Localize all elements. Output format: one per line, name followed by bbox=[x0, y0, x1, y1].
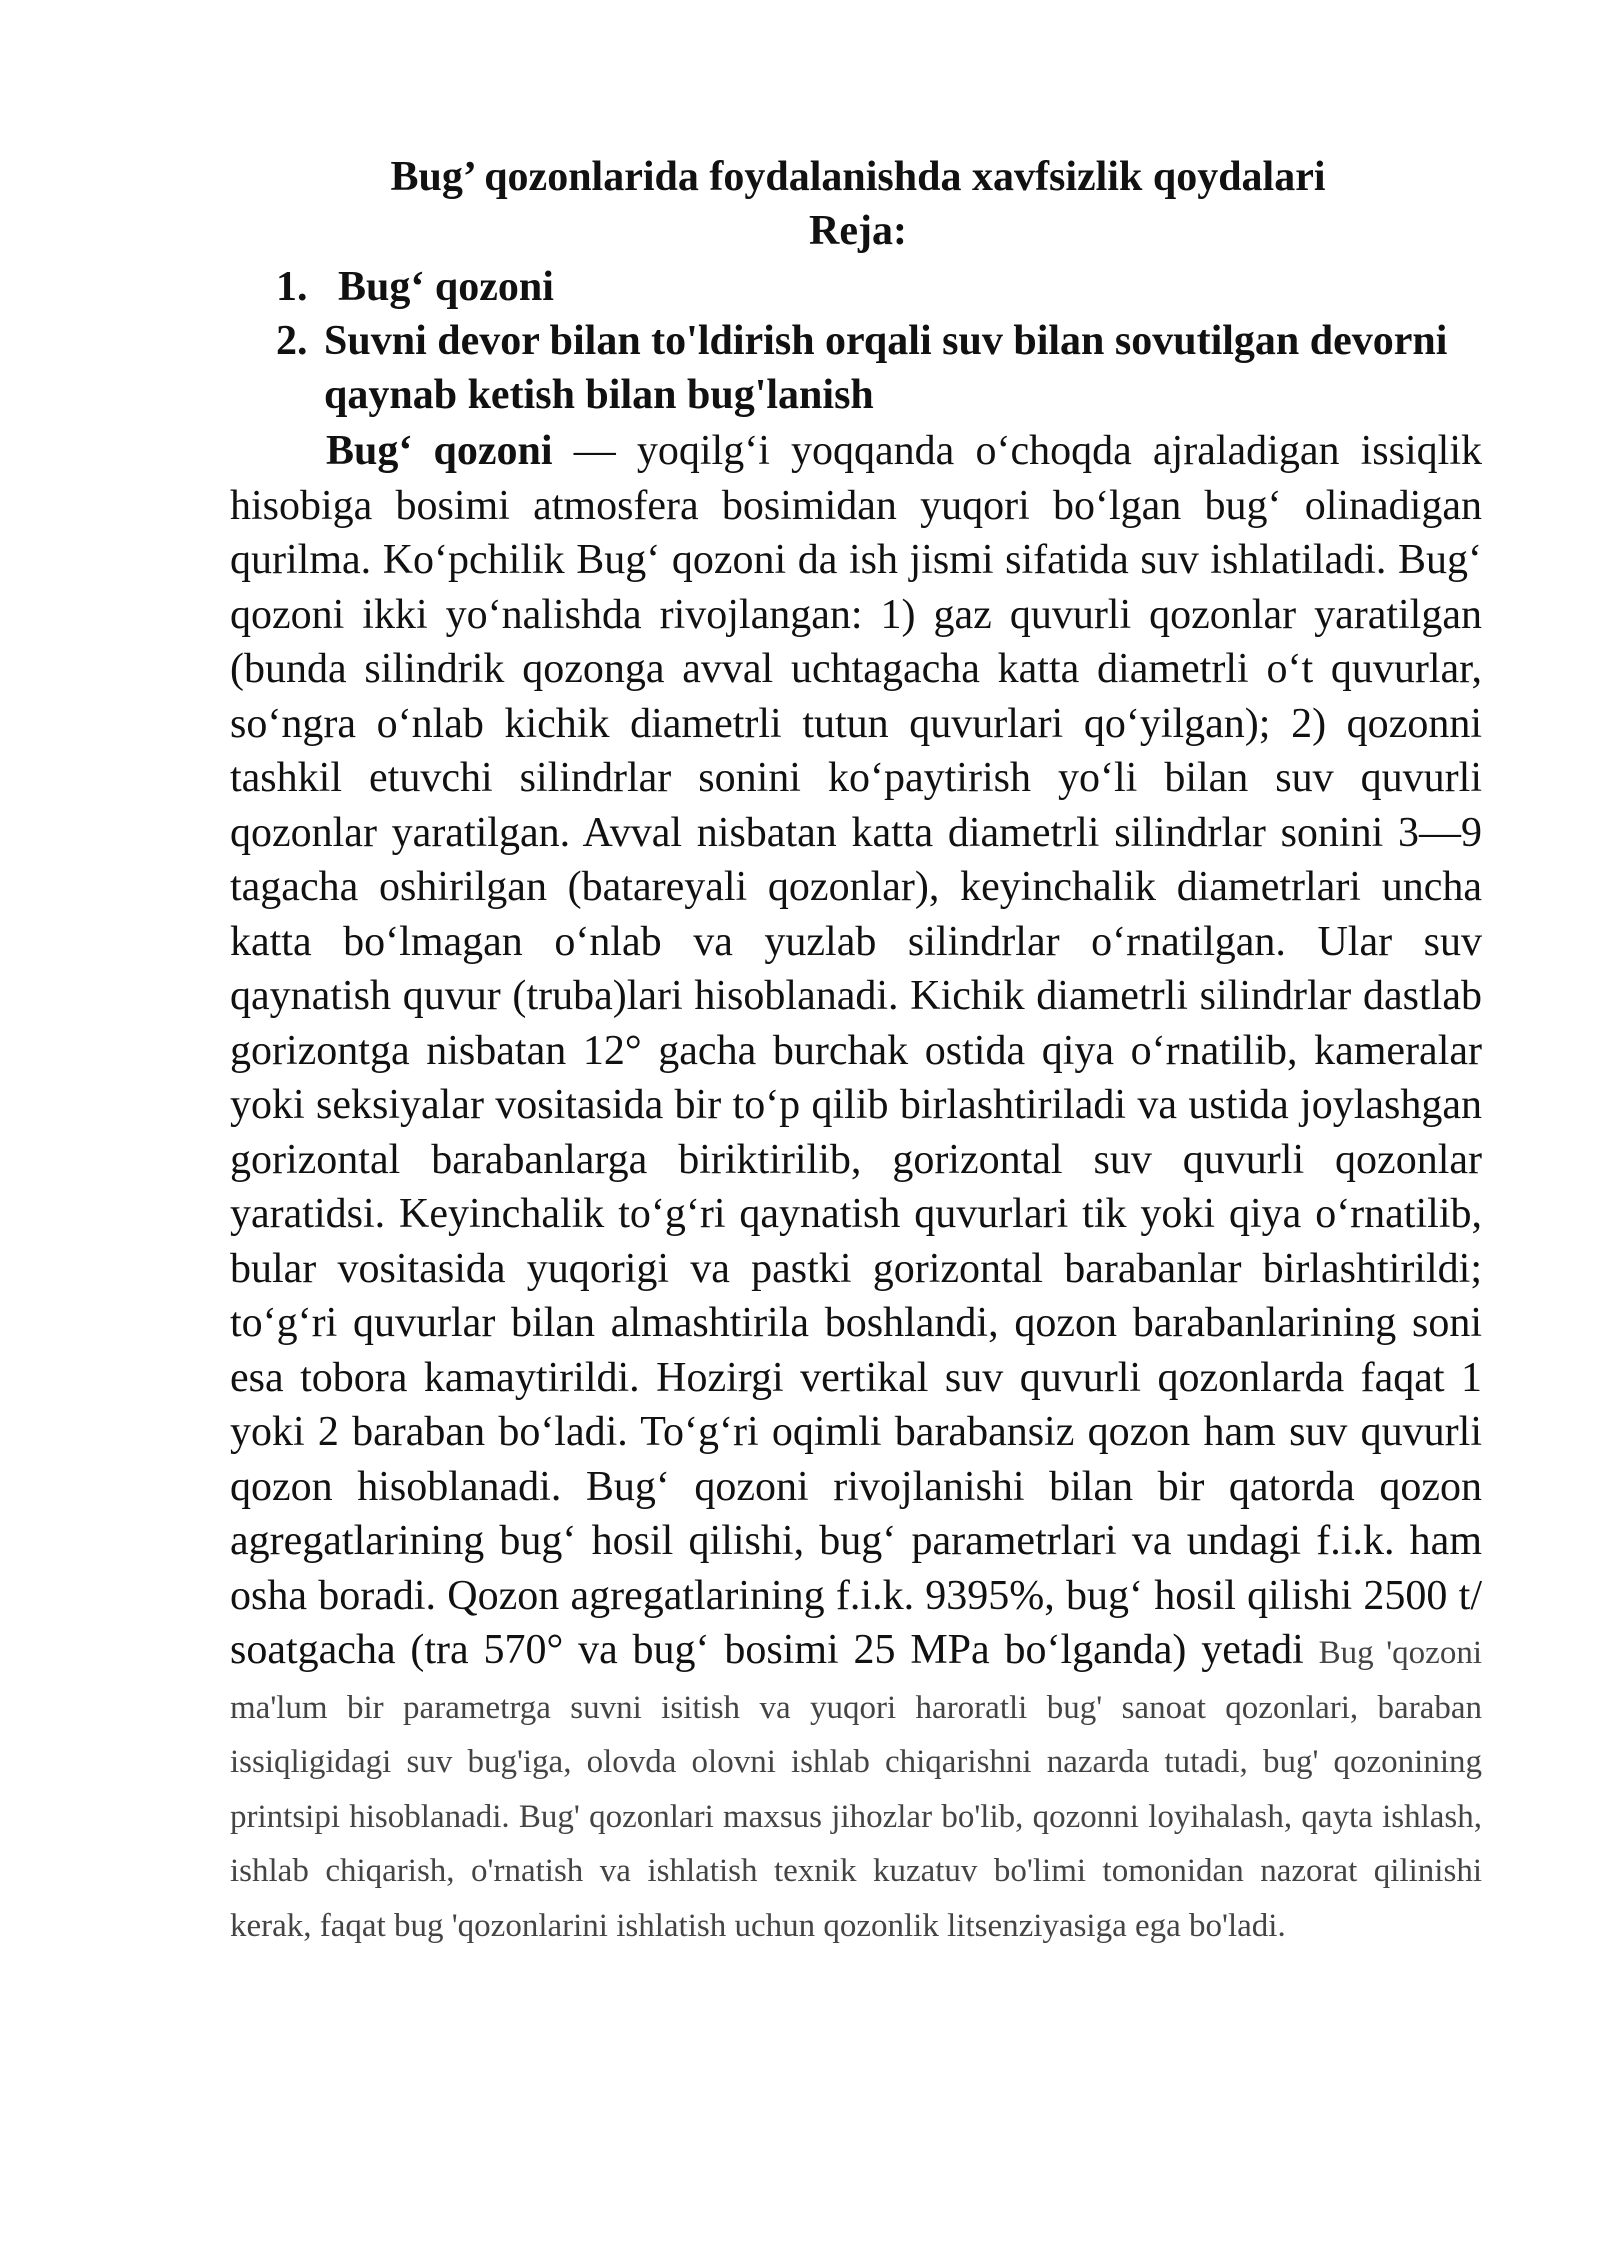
plan-item-number: 1. bbox=[276, 264, 308, 310]
plan-item-text: Suvni devor bilan to'ldirish orqali suv bilan sovutilgan devorni qaynab ketish bilan bug'lanish bbox=[324, 318, 1448, 418]
document-title: Bug’ qozonlarida foydalanishda xavfsizlik qoydalari bbox=[390, 154, 1326, 200]
plan-item-text: Bug‘ qozoni bbox=[338, 264, 554, 310]
plan-item bbox=[276, 260, 1482, 314]
appended-text: Bug 'qozoni ma'lum bir parametrga suvni isitish va yuqori haroratli bug' sanoat qozonlari, baraban issiqligidagi suv bug'iga, olovda olovni ishlab chiqarishni nazarda tutadi, bug' qozonining printsipi hisoblanadi. Bug' qozonlari maxsus jihozlar bo'lib, qozonni loyihalash, qayta ishlash, ishlab chiqarish, o'rnatish va ishlatish texnik kuzatuv bo'limi tomonidan nazorat qilinishi kerak, faqat bug 'qozonlarini ishlatish uchun qozonlik litsenziyasiga ega bo'ladi. bbox=[230, 1635, 1482, 1944]
plan-item-number: 2. bbox=[276, 318, 308, 364]
lead-term: Bug‘ qozoni bbox=[326, 428, 553, 474]
plan-item bbox=[276, 314, 1482, 422]
body-paragraph bbox=[230, 424, 1482, 1950]
main-text: — yoqilg‘i yoqqanda o‘choqda ajraladigan issiqlik hisobiga bosimi atmosfera bosimidan yuqori bo‘lgan bug‘ olinadigan qurilma. Ko‘pchilik Bug‘ qozoni da ish jismi sifatida suv ishlatiladi. Bug‘ qozoni ikki yo‘nalishda rivojlangan: 1) gaz quvurli qozonlar yaratilgan (bunda silindrik qozonga avval uchtagacha katta diametrli o‘t quvurlar, so‘ngra o‘nlab kichik diametrli tutun quvurlari qo‘yilgan); 2) qozonni tashkil etuvchi silindrlar sonini ko‘paytirish yo‘li bilan suv quvurli qozonlar yaratilgan. Avval nisbatan katta diametrli silindrlar sonini 3—9 tagacha oshirilgan (batareyali qozonlar), keyinchalik diametrlari uncha katta bo‘lmagan o‘nlab va yuzlab silindrlar o‘rnatilgan. Ular suv qaynatish quvur (truba)lari hisoblanadi. Kichik diametrli silindrlar dastlab gorizontga nisbatan 12° gacha burchak ostida qiya o‘rnatilib, kameralar yoki seksiyalar vositasida bir to‘p qilib birlashtiriladi va ustida joylashgan gorizontal barabanlarga biriktirilib, gorizontal suv quvurli qozonlar yaratidsi. Keyinchalik to‘g‘ri qaynatish quvurlari tik yoki qiya o‘rnatilib, bular vositasida yuqorigi va pastki gorizontal barabanlar birlashtirildi; to‘g‘ri quvurlar bilan almashtirila boshlandi, qozon barabanlarining soni esa tobora kamaytirildi. Hozirgi vertikal suv quvurli qozonlarda faqat 1 yoki 2 baraban bo‘ladi. To‘g‘ri oqimli barabansiz qozon ham suv quvurli qozon hisoblanadi. Bug‘ qozoni rivojlanishi bilan bir qatorda qozon agregatlarining bug‘ hosil qilishi, bug‘ parametrlari va undagi f.i.k. ham osha boradi. Qozon agregatlarining f.i.k. 9395%, bug‘ hosil qilishi 2500 t/ soatgacha (tra 570° va bug‘ bosimi 25 MPa bo‘lganda) yetadi bbox=[230, 428, 1482, 1673]
plan-heading: Reja: bbox=[809, 208, 907, 254]
plan-list bbox=[230, 260, 1482, 422]
